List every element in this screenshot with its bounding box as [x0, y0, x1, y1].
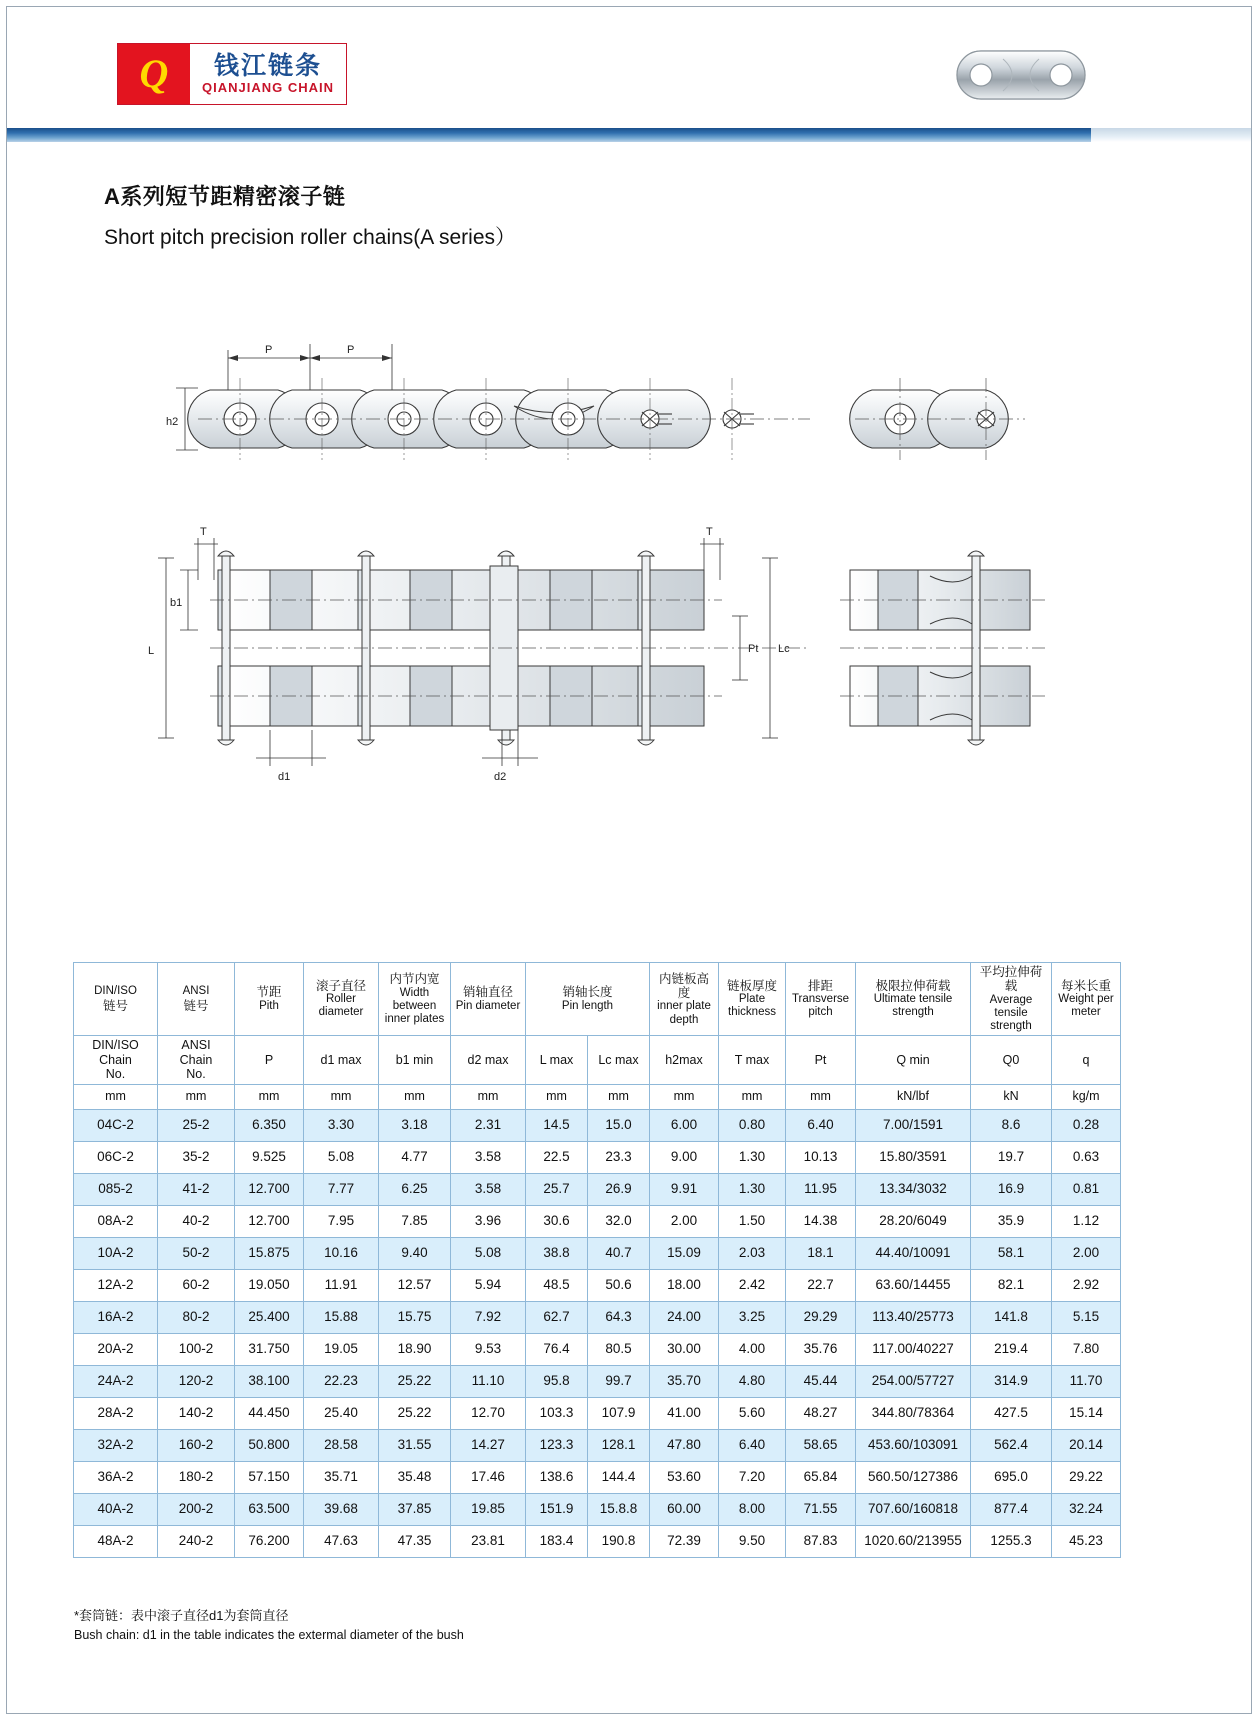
table-cell: 2.31	[451, 1109, 526, 1141]
table-cell: 190.8	[588, 1525, 650, 1557]
table-cell: 16A-2	[74, 1301, 158, 1333]
logo-mark-icon	[118, 44, 190, 104]
table-cell: 15.09	[650, 1237, 719, 1269]
col-header-weight: 每米长重 Weight per meter	[1052, 963, 1121, 1036]
table-cell: 80-2	[158, 1301, 235, 1333]
table-cell: 04C-2	[74, 1109, 158, 1141]
table-cell: 40A-2	[74, 1493, 158, 1525]
table-row	[74, 1461, 1121, 1493]
table-cell: 453.60/103091	[856, 1429, 971, 1461]
table-cell: 47.63	[304, 1525, 379, 1557]
table-cell: 29.29	[786, 1301, 856, 1333]
table-cell: 2.92	[1052, 1269, 1121, 1301]
table-cell: 180-2	[158, 1461, 235, 1493]
chain-link-icon	[951, 47, 1091, 103]
table-cell: 1020.60/213955	[856, 1525, 971, 1557]
table-cell: 0.80	[719, 1109, 786, 1141]
table-cell: 62.7	[526, 1301, 588, 1333]
col-header-average-tensile: 平均拉伸荷载 Average tensile strength	[971, 963, 1052, 1036]
table-header-row-units	[74, 1084, 1121, 1109]
table-cell: 25.22	[379, 1397, 451, 1429]
page-title-en: Short pitch precision roller chains(A series）	[104, 226, 517, 249]
table-row	[74, 1525, 1121, 1557]
logo-text	[190, 44, 346, 104]
table-cell: 6.40	[719, 1429, 786, 1461]
table-cell: 7.77	[304, 1173, 379, 1205]
table-cell: 5.08	[451, 1237, 526, 1269]
table-cell: 48.5	[526, 1269, 588, 1301]
table-cell: 19.7	[971, 1141, 1052, 1173]
specifications-table	[73, 962, 1121, 1558]
table-cell: 2.42	[719, 1269, 786, 1301]
table-cell: 5.94	[451, 1269, 526, 1301]
table-cell: 3.58	[451, 1173, 526, 1205]
table-cell: 80.5	[588, 1333, 650, 1365]
table-cell: 1.30	[719, 1141, 786, 1173]
table-cell: 6.00	[650, 1109, 719, 1141]
table-cell: 2.00	[1052, 1237, 1121, 1269]
table-cell: 10.13	[786, 1141, 856, 1173]
unit-b1: mm	[379, 1084, 451, 1109]
table-cell: 12.700	[235, 1205, 304, 1237]
table-cell: 38.8	[526, 1237, 588, 1269]
table-cell: 37.85	[379, 1493, 451, 1525]
table-cell: 7.92	[451, 1301, 526, 1333]
table-cell: 65.84	[786, 1461, 856, 1493]
table-cell: 50.6	[588, 1269, 650, 1301]
sym-b1: b1 min	[379, 1036, 451, 1084]
table-cell: 30.00	[650, 1333, 719, 1365]
table-cell: 20.14	[1052, 1429, 1121, 1461]
table-cell: 40-2	[158, 1205, 235, 1237]
sym-ansi: ANSI Chain No.	[158, 1036, 235, 1084]
table-cell: 15.875	[235, 1237, 304, 1269]
table-cell: 58.65	[786, 1429, 856, 1461]
logo-company-cn: 钱江链条	[213, 52, 322, 80]
table-cell: 12A-2	[74, 1269, 158, 1301]
table-cell: 48A-2	[74, 1525, 158, 1557]
table-cell: 160-2	[158, 1429, 235, 1461]
table-cell: 240-2	[158, 1525, 235, 1557]
table-cell: 6.40	[786, 1109, 856, 1141]
table-cell: 128.1	[588, 1429, 650, 1461]
table-cell: 25.22	[379, 1365, 451, 1397]
table-cell: 28.20/6049	[856, 1205, 971, 1237]
unit-q: kN/lbf	[856, 1084, 971, 1109]
table-cell: 99.7	[588, 1365, 650, 1397]
table-cell: 11.70	[1052, 1365, 1121, 1397]
drawing-label-t-left: T	[200, 526, 207, 538]
table-cell: 707.60/160818	[856, 1493, 971, 1525]
table-cell: 107.9	[588, 1397, 650, 1429]
col-header-inner-plate-depth: 内链板高度 inner plate depth	[650, 963, 719, 1036]
table-cell: 100-2	[158, 1333, 235, 1365]
table-cell: 28.58	[304, 1429, 379, 1461]
table-cell: 4.77	[379, 1141, 451, 1173]
table-cell: 35.70	[650, 1365, 719, 1397]
table-cell: 2.00	[650, 1205, 719, 1237]
table-cell: 57.150	[235, 1461, 304, 1493]
table-cell: 19.05	[304, 1333, 379, 1365]
col-header-pitch: 节距 Pith	[235, 963, 304, 1036]
table-cell: 560.50/127386	[856, 1461, 971, 1493]
table-cell: 12.70	[451, 1397, 526, 1429]
table-cell: 50-2	[158, 1237, 235, 1269]
table-cell: 15.80/3591	[856, 1141, 971, 1173]
table-row	[74, 1237, 1121, 1269]
table-cell: 82.1	[971, 1269, 1052, 1301]
table-cell: 9.50	[719, 1525, 786, 1557]
table-cell: 17.46	[451, 1461, 526, 1493]
table-cell: 48.27	[786, 1397, 856, 1429]
table-cell: 38.100	[235, 1365, 304, 1397]
table-cell: 8.6	[971, 1109, 1052, 1141]
table-cell: 7.20	[719, 1461, 786, 1493]
table-cell: 95.8	[526, 1365, 588, 1397]
table-cell: 23.81	[451, 1525, 526, 1557]
table-cell: 140-2	[158, 1397, 235, 1429]
table-cell: 87.83	[786, 1525, 856, 1557]
sym-t: T max	[719, 1036, 786, 1084]
drawing-label-t-right: T	[706, 526, 713, 538]
sym-pt: Pt	[786, 1036, 856, 1084]
table-cell: 44.450	[235, 1397, 304, 1429]
table-cell: 15.88	[304, 1301, 379, 1333]
table-row	[74, 1141, 1121, 1173]
table-cell: 9.00	[650, 1141, 719, 1173]
col-header-pin-diameter: 销轴直径 Pin diameter	[451, 963, 526, 1036]
table-cell: 18.1	[786, 1237, 856, 1269]
table-cell: 16.9	[971, 1173, 1052, 1205]
table-cell: 35.71	[304, 1461, 379, 1493]
sym-q-weight: q	[1052, 1036, 1121, 1084]
table-cell: 22.23	[304, 1365, 379, 1397]
table-cell: 12.700	[235, 1173, 304, 1205]
table-row	[74, 1365, 1121, 1397]
unit-pt: mm	[786, 1084, 856, 1109]
sym-l: L max	[526, 1036, 588, 1084]
drawing-label-b1: b1	[170, 597, 183, 609]
unit-t: mm	[719, 1084, 786, 1109]
table-cell: 113.40/25773	[856, 1301, 971, 1333]
table-cell: 08A-2	[74, 1205, 158, 1237]
table-cell: 9.525	[235, 1141, 304, 1173]
table-cell: 200-2	[158, 1493, 235, 1525]
table-cell: 25-2	[158, 1109, 235, 1141]
table-cell: 0.81	[1052, 1173, 1121, 1205]
table-cell: 9.91	[650, 1173, 719, 1205]
table-cell: 9.40	[379, 1237, 451, 1269]
table-cell: 138.6	[526, 1461, 588, 1493]
table-cell: 45.44	[786, 1365, 856, 1397]
col-header-ultimate-tensile: 极限拉伸荷载 Ultimate tensile strength	[856, 963, 971, 1036]
sym-q0: Q0	[971, 1036, 1052, 1084]
table-cell: 76.4	[526, 1333, 588, 1365]
table-cell: 58.1	[971, 1237, 1052, 1269]
table-cell: 14.38	[786, 1205, 856, 1237]
table-cell: 47.80	[650, 1429, 719, 1461]
table-cell: 7.95	[304, 1205, 379, 1237]
table-cell: 06C-2	[74, 1141, 158, 1173]
unit-din: mm	[74, 1084, 158, 1109]
table-cell: 7.85	[379, 1205, 451, 1237]
table-header	[74, 963, 1121, 1110]
table-cell: 9.53	[451, 1333, 526, 1365]
unit-ansi: mm	[158, 1084, 235, 1109]
table-cell: 35.76	[786, 1333, 856, 1365]
table-cell: 1.12	[1052, 1205, 1121, 1237]
table-cell: 15.14	[1052, 1397, 1121, 1429]
table-row	[74, 1173, 1121, 1205]
table-cell: 123.3	[526, 1429, 588, 1461]
drawing-label-d2: d2	[494, 771, 507, 783]
col-header-ansi: ANSI 链号	[158, 963, 235, 1036]
table-cell: 35.48	[379, 1461, 451, 1493]
table-cell: 2.03	[719, 1237, 786, 1269]
table-cell: 25.400	[235, 1301, 304, 1333]
table-cell: 47.35	[379, 1525, 451, 1557]
page-title-cn: A系列短节距精密滚子链	[104, 184, 346, 209]
table-cell: 24.00	[650, 1301, 719, 1333]
table-cell: 314.9	[971, 1365, 1052, 1397]
drawing-label-h2: h2	[166, 416, 179, 428]
table-cell: 41.00	[650, 1397, 719, 1429]
unit-weight: kg/m	[1052, 1084, 1121, 1109]
table-cell: 6.350	[235, 1109, 304, 1141]
table-cell: 40.7	[588, 1237, 650, 1269]
sym-lc: Lc max	[588, 1036, 650, 1084]
technical-drawing	[110, 330, 1170, 800]
table-cell: 5.08	[304, 1141, 379, 1173]
table-cell: 18.00	[650, 1269, 719, 1301]
unit-q0: kN	[971, 1084, 1052, 1109]
header-divider	[7, 128, 1251, 142]
logo-company-en: QIANJIANG CHAIN	[201, 80, 334, 95]
table-cell: 11.95	[786, 1173, 856, 1205]
table-cell: 5.15	[1052, 1301, 1121, 1333]
table-cell: 35.9	[971, 1205, 1052, 1237]
table-cell: 19.050	[235, 1269, 304, 1301]
table-cell: 4.80	[719, 1365, 786, 1397]
col-header-roller-diameter: 滚子直径 Roller diameter	[304, 963, 379, 1036]
table-cell: 695.0	[971, 1461, 1052, 1493]
table-cell: 45.23	[1052, 1525, 1121, 1557]
table-body	[74, 1109, 1121, 1557]
table-row	[74, 1493, 1121, 1525]
col-header-pin-length: 销轴长度 Pin length	[526, 963, 650, 1036]
table-cell: 44.40/10091	[856, 1237, 971, 1269]
table-cell: 36A-2	[74, 1461, 158, 1493]
table-cell: 50.800	[235, 1429, 304, 1461]
logo-mark-letter: Q	[139, 51, 169, 96]
table-cell: 32.0	[588, 1205, 650, 1237]
table-cell: 64.3	[588, 1301, 650, 1333]
table-cell: 14.5	[526, 1109, 588, 1141]
table-cell: 7.00/1591	[856, 1109, 971, 1141]
table-cell: 15.8.8	[588, 1493, 650, 1525]
table-row	[74, 1429, 1121, 1461]
table-cell: 60.00	[650, 1493, 719, 1525]
table-header-row-names	[74, 963, 1121, 1036]
table-cell: 5.60	[719, 1397, 786, 1429]
table-cell: 254.00/57727	[856, 1365, 971, 1397]
table-cell: 117.00/40227	[856, 1333, 971, 1365]
footnote-en: Bush chain: d1 in the table indicates the extermal diameter of the bush	[74, 1628, 464, 1643]
page-header	[7, 7, 1251, 139]
table-cell: 60-2	[158, 1269, 235, 1301]
table-header-row-symbols	[74, 1036, 1121, 1084]
table-cell: 71.55	[786, 1493, 856, 1525]
table-cell: 10.16	[304, 1237, 379, 1269]
table-row	[74, 1205, 1121, 1237]
table-cell: 103.3	[526, 1397, 588, 1429]
table-cell: 3.18	[379, 1109, 451, 1141]
table-cell: 26.9	[588, 1173, 650, 1205]
table-cell: 877.4	[971, 1493, 1052, 1525]
table-cell: 8.00	[719, 1493, 786, 1525]
unit-lc: mm	[588, 1084, 650, 1109]
footnote-cn: *套筒链：表中滚子直径d1为套筒直径	[74, 1608, 289, 1623]
unit-d2: mm	[451, 1084, 526, 1109]
drawing-label-d1: d1	[278, 771, 291, 783]
table-cell: 39.68	[304, 1493, 379, 1525]
table-cell: 3.96	[451, 1205, 526, 1237]
table-cell: 1.30	[719, 1173, 786, 1205]
drawing-label-pt: Pt	[748, 643, 759, 655]
table-row	[74, 1269, 1121, 1301]
unit-p: mm	[235, 1084, 304, 1109]
sym-h2: h2max	[650, 1036, 719, 1084]
table-cell: 11.91	[304, 1269, 379, 1301]
table-cell: 72.39	[650, 1525, 719, 1557]
table-cell: 13.34/3032	[856, 1173, 971, 1205]
col-header-width-inner-plates: 内节内宽 Width between inner plates	[379, 963, 451, 1036]
table-cell: 219.4	[971, 1333, 1052, 1365]
table-cell: 25.40	[304, 1397, 379, 1429]
table-cell: 11.10	[451, 1365, 526, 1397]
table-cell: 1.50	[719, 1205, 786, 1237]
table-cell: 28A-2	[74, 1397, 158, 1429]
footnote	[74, 1606, 464, 1646]
table-cell: 144.4	[588, 1461, 650, 1493]
table-row	[74, 1109, 1121, 1141]
table-cell: 15.0	[588, 1109, 650, 1141]
table-cell: 30.6	[526, 1205, 588, 1237]
table-cell: 19.85	[451, 1493, 526, 1525]
table-cell: 18.90	[379, 1333, 451, 1365]
table-cell: 3.30	[304, 1109, 379, 1141]
table-cell: 41-2	[158, 1173, 235, 1205]
table-cell: 32.24	[1052, 1493, 1121, 1525]
company-logo	[117, 43, 347, 105]
table-cell: 32A-2	[74, 1429, 158, 1461]
table-cell: 25.7	[526, 1173, 588, 1205]
table-row	[74, 1397, 1121, 1429]
table-cell: 12.57	[379, 1269, 451, 1301]
table-cell: 15.75	[379, 1301, 451, 1333]
table-cell: 3.58	[451, 1141, 526, 1173]
table-cell: 183.4	[526, 1525, 588, 1557]
table-cell: 63.60/14455	[856, 1269, 971, 1301]
sym-d2: d2 max	[451, 1036, 526, 1084]
table-cell: 53.60	[650, 1461, 719, 1493]
table-cell: 0.28	[1052, 1109, 1121, 1141]
sym-din: DIN/ISO Chain No.	[74, 1036, 158, 1084]
table-row	[74, 1333, 1121, 1365]
drawing-label-pitch1: P	[265, 344, 273, 356]
table-cell: 6.25	[379, 1173, 451, 1205]
drawing-label-lc: Lc	[778, 643, 790, 655]
table-cell: 24A-2	[74, 1365, 158, 1397]
table-row	[74, 1301, 1121, 1333]
unit-h2: mm	[650, 1084, 719, 1109]
col-header-transverse-pitch: 排距 Transverse pitch	[786, 963, 856, 1036]
table-cell: 22.5	[526, 1141, 588, 1173]
sym-q: Q min	[856, 1036, 971, 1084]
table-cell: 427.5	[971, 1397, 1052, 1429]
table-cell: 10A-2	[74, 1237, 158, 1269]
unit-l: mm	[526, 1084, 588, 1109]
drawing-label-pitch2: P	[347, 344, 355, 356]
table-cell: 1255.3	[971, 1525, 1052, 1557]
table-cell: 085-2	[74, 1173, 158, 1205]
table-cell: 0.63	[1052, 1141, 1121, 1173]
table-cell: 141.8	[971, 1301, 1052, 1333]
table-cell: 63.500	[235, 1493, 304, 1525]
table-cell: 120-2	[158, 1365, 235, 1397]
table-cell: 23.3	[588, 1141, 650, 1173]
table-cell: 344.80/78364	[856, 1397, 971, 1429]
table-cell: 4.00	[719, 1333, 786, 1365]
col-header-plate-thickness: 链板厚度 Plate thickness	[719, 963, 786, 1036]
table-cell: 7.80	[1052, 1333, 1121, 1365]
unit-d1: mm	[304, 1084, 379, 1109]
table-cell: 29.22	[1052, 1461, 1121, 1493]
col-header-din: DIN/ISO 链号	[74, 963, 158, 1036]
sym-d1: d1 max	[304, 1036, 379, 1084]
table-cell: 22.7	[786, 1269, 856, 1301]
table-cell: 14.27	[451, 1429, 526, 1461]
table-cell: 20A-2	[74, 1333, 158, 1365]
table-cell: 562.4	[971, 1429, 1052, 1461]
table-cell: 76.200	[235, 1525, 304, 1557]
table-cell: 31.750	[235, 1333, 304, 1365]
drawing-label-L: L	[148, 645, 155, 657]
table-cell: 35-2	[158, 1141, 235, 1173]
table-cell: 3.25	[719, 1301, 786, 1333]
sym-p: P	[235, 1036, 304, 1084]
table-cell: 151.9	[526, 1493, 588, 1525]
table-cell: 31.55	[379, 1429, 451, 1461]
